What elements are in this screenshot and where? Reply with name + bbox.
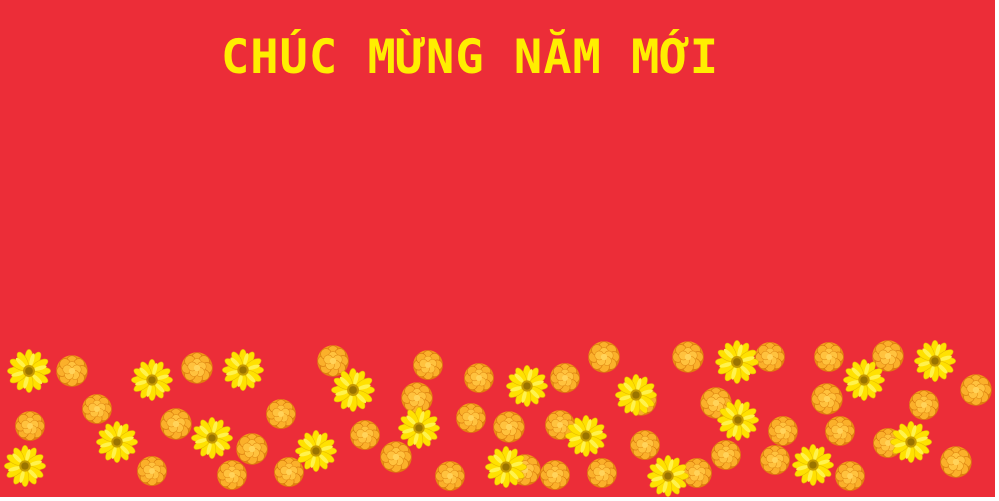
marigold-icon [835, 461, 865, 491]
marigold-icon [160, 408, 192, 440]
marigold-icon [768, 416, 798, 446]
marigold-icon [540, 460, 570, 490]
marigold-icon [464, 363, 494, 393]
daisy-icon [647, 455, 688, 496]
daisy-icon [398, 407, 439, 448]
marigold-icon [493, 411, 525, 443]
marigold-icon [672, 341, 704, 373]
marigold-icon [350, 420, 380, 450]
marigold-icon [587, 458, 617, 488]
daisy-icon [191, 417, 232, 458]
marigold-icon [711, 440, 741, 470]
daisy-icon [715, 340, 758, 383]
marigold-icon [760, 445, 790, 475]
marigold-icon [940, 446, 972, 478]
marigold-icon [872, 340, 904, 372]
daisy-icon [506, 365, 547, 406]
marigold-icon [456, 403, 486, 433]
marigold-icon [909, 390, 939, 420]
marigold-icon [550, 363, 580, 393]
marigold-icon [56, 355, 88, 387]
daisy-icon [792, 444, 833, 485]
daisy-icon [222, 349, 263, 390]
marigold-icon [236, 433, 268, 465]
marigold-icon [682, 458, 712, 488]
page-edge [995, 0, 999, 501]
marigold-icon [630, 430, 660, 460]
marigold-icon [825, 416, 855, 446]
marigold-icon [217, 460, 247, 490]
daisy-icon [890, 421, 931, 462]
daisy-icon [131, 359, 172, 400]
daisy-icon [914, 340, 955, 381]
daisy-icon [7, 349, 50, 392]
marigold-icon [755, 342, 785, 372]
marigold-icon [380, 441, 412, 473]
marigold-icon [814, 342, 844, 372]
marigold-icon [15, 411, 45, 441]
marigold-icon [960, 374, 992, 406]
marigold-icon [82, 394, 112, 424]
daisy-icon [4, 445, 45, 486]
marigold-icon [266, 399, 296, 429]
marigold-icon [137, 456, 167, 486]
daisy-icon [96, 421, 137, 462]
marigold-icon [588, 341, 620, 373]
marigold-icon [413, 350, 443, 380]
marigold-icon [181, 352, 213, 384]
marigold-icon [435, 461, 465, 491]
new-year-greeting: CHÚC MỪNG NĂM MỚI [220, 30, 720, 85]
marigold-icon [811, 383, 843, 415]
